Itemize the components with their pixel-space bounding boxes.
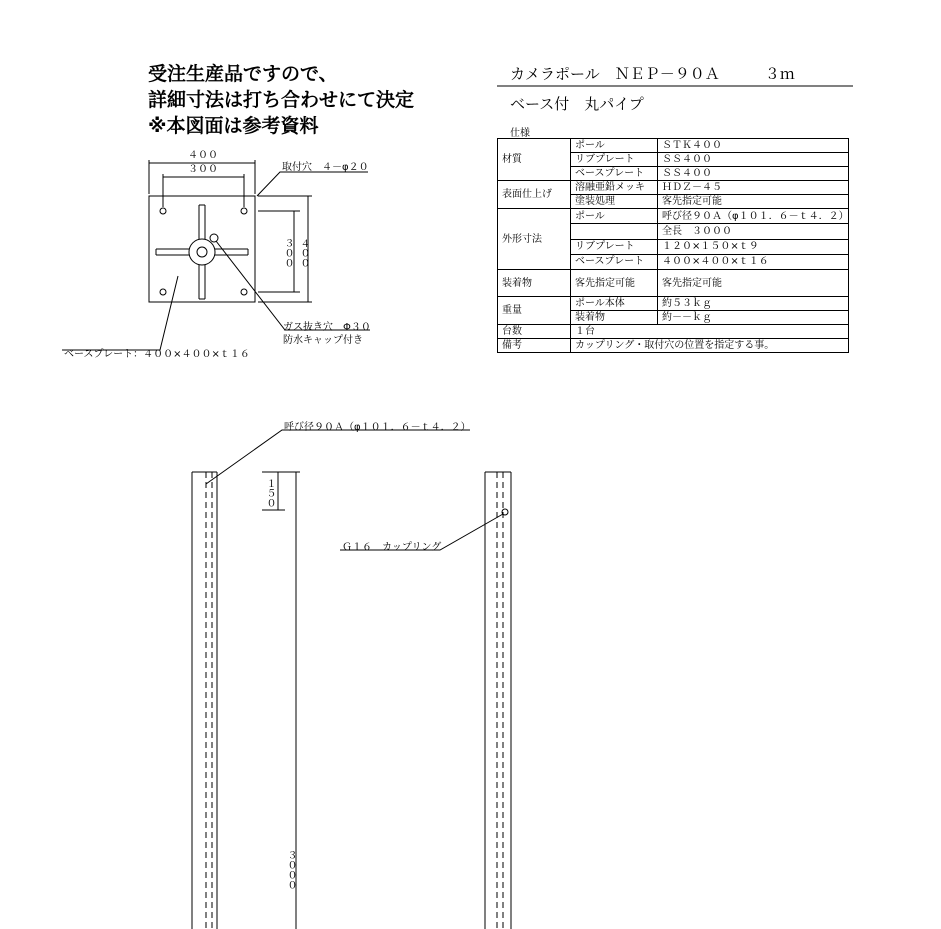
dim-label-400-top: ４００ bbox=[188, 150, 218, 161]
mounting-hole-icon bbox=[241, 289, 247, 295]
spec-cell: 装着物 bbox=[571, 311, 658, 325]
gas-vent-label: ガス抜き穴 Φ３０ bbox=[283, 322, 371, 333]
spec-cell: ポール本体 bbox=[571, 297, 658, 311]
pipe-section-inner bbox=[197, 247, 207, 257]
spec-cell: ＳＴＫ４００ bbox=[658, 139, 849, 153]
spec-fitting-label: 装着物 bbox=[498, 270, 571, 297]
notice-line-2: 詳細寸法は打ち合わせにて決定 bbox=[148, 89, 415, 111]
spec-cell: 呼び径９０Ａ（φ１０１．６－ｔ４．２） bbox=[658, 209, 849, 224]
base-plate-leader bbox=[62, 276, 178, 350]
mounting-hole-icon bbox=[241, 208, 247, 214]
pipe-leader bbox=[206, 430, 470, 484]
coupling-label: Ｇ１６ カップリング bbox=[342, 542, 442, 553]
dim-label-400-right: ４００ bbox=[298, 238, 309, 268]
mounting-hole-icon bbox=[160, 208, 166, 214]
spec-cell: ベースプレート bbox=[571, 167, 658, 181]
spec-cell: ポール bbox=[571, 139, 658, 153]
spec-cell: カップリング・取付穴の位置を指定する事。 bbox=[571, 339, 849, 353]
notice-line-3: ※本図面は参考資料 bbox=[148, 115, 319, 137]
base-plate-label: ベースプレート：４００×４００×ｔ１６ bbox=[64, 349, 250, 360]
spec-material-label: 材質 bbox=[498, 139, 571, 181]
spec-cell: リブプレート bbox=[571, 239, 658, 254]
notice-line-1: 受注生産品ですので、 bbox=[148, 63, 338, 85]
cap-label: 防水キャップ付き bbox=[283, 335, 363, 346]
spec-cell: ４００×４００×ｔ１６ bbox=[658, 254, 849, 269]
hole-leader bbox=[257, 172, 368, 196]
spec-cell: ＳＳ４００ bbox=[658, 167, 849, 181]
spec-cell: ＳＳ４００ bbox=[658, 153, 849, 167]
dim-label-300-right: ３００ bbox=[282, 238, 293, 268]
spec-weight-label: 重量 bbox=[498, 297, 571, 325]
pipe-size-label: 呼び径９０Ａ（φ１０１．６－ｔ４．２） bbox=[284, 422, 471, 433]
spec-cell: 全長 ３０００ bbox=[658, 224, 849, 239]
spec-cell: ベースプレート bbox=[571, 254, 658, 269]
spec-dims-label: 外形寸法 bbox=[498, 209, 571, 270]
spec-cell: リブプレート bbox=[571, 153, 658, 167]
spec-cell: １台 bbox=[571, 325, 849, 339]
spec-cell: 客先指定可能 bbox=[658, 195, 849, 209]
spec-remarks-label: 備考 bbox=[498, 339, 571, 353]
spec-cell: 客先指定可能 bbox=[658, 270, 849, 297]
dim-label-150: １５０ bbox=[264, 478, 275, 508]
hole-label: 取付穴 ４－φ２０ bbox=[282, 162, 369, 173]
spec-cell: １２０×１５０×ｔ９ bbox=[658, 239, 849, 254]
dim-label-3000: ３０００ bbox=[285, 850, 296, 890]
gas-vent-hole-icon bbox=[210, 234, 218, 242]
spec-cell: ＨＤＺ－４５ bbox=[658, 181, 849, 195]
spec-cell: 約－－ｋｇ bbox=[658, 311, 849, 325]
mounting-hole-icon bbox=[160, 289, 166, 295]
spec-cell: 約５３ｋｇ bbox=[658, 297, 849, 311]
spec-cell: ポール bbox=[571, 209, 658, 224]
drawing-subtitle: ベース付 丸パイプ bbox=[510, 95, 644, 113]
pipe-section-outer bbox=[189, 239, 215, 265]
spec-cell: 塗装処理 bbox=[571, 195, 658, 209]
spec-cell: 客先指定可能 bbox=[571, 270, 658, 297]
spec-finish-label: 表面仕上げ bbox=[498, 181, 571, 209]
spec-cell: 溶融亜鉛メッキ bbox=[571, 181, 658, 195]
spec-caption: 仕様 bbox=[510, 128, 530, 139]
drawing-title: カメラポール ＮＥＰ－９０Ａ ３ｍ bbox=[510, 65, 795, 83]
dim-label-300-top: ３００ bbox=[188, 164, 218, 175]
spec-count-label: 台数 bbox=[498, 325, 571, 339]
